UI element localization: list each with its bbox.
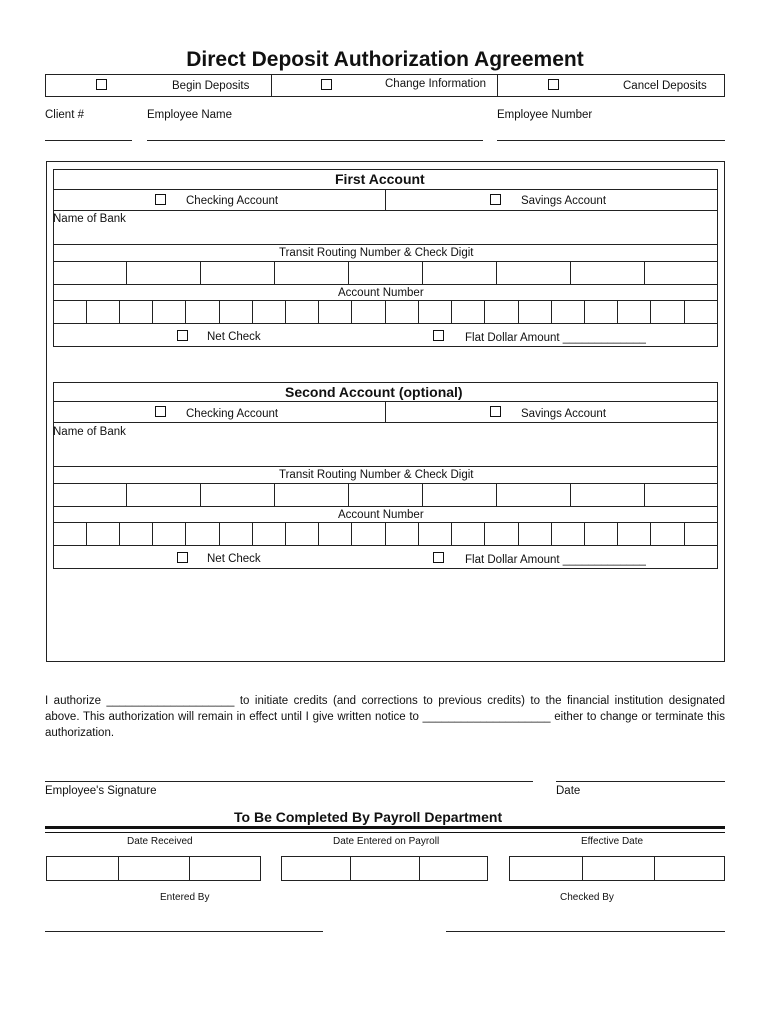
second-net-check-checkbox[interactable] — [177, 552, 188, 563]
change-information-label: Change Information — [385, 78, 487, 90]
first-bank-name-field[interactable] — [53, 211, 718, 244]
entered-by-label: Entered By — [160, 892, 210, 903]
checked-by-field[interactable] — [446, 931, 725, 932]
signature-date-field[interactable] — [556, 781, 725, 782]
first-flat-dollar-label[interactable]: Flat Dollar Amount _____________ — [465, 332, 646, 344]
second-routing-label: Transit Routing Number & Check Digit — [279, 469, 474, 481]
second-account-rule-5 — [53, 506, 718, 507]
form-title: Direct Deposit Authorization Agreement — [186, 48, 584, 71]
second-bank-name-field[interactable] — [53, 423, 718, 466]
first-checking-label: Checking Account — [186, 195, 279, 207]
first-checking-checkbox[interactable] — [155, 194, 166, 205]
first-account-number-label: Account Number — [338, 287, 424, 299]
action-divider-1 — [271, 74, 272, 97]
second-flat-dollar-label[interactable]: Flat Dollar Amount _____________ — [465, 554, 646, 566]
second-account-rule-3 — [53, 466, 718, 467]
second-flat-dollar-checkbox[interactable] — [433, 552, 444, 563]
employee-signature-label: Employee's Signature — [45, 785, 157, 797]
action-divider-2 — [497, 74, 498, 97]
cancel-deposits-label: Cancel Deposits — [623, 80, 707, 92]
employee-number-label: Employee Number — [497, 109, 593, 121]
employee-name-field[interactable] — [147, 140, 483, 141]
effective-date-label: Effective Date — [581, 836, 644, 847]
date-entered-boxes[interactable] — [281, 856, 488, 881]
second-routing-cells[interactable] — [53, 484, 718, 506]
first-account-rule-3 — [53, 244, 718, 245]
change-information-checkbox[interactable] — [321, 79, 332, 90]
payroll-rule-thin — [45, 832, 725, 833]
date-received-boxes[interactable] — [46, 856, 261, 881]
signature-date-label: Date — [556, 785, 581, 797]
effective-date-boxes[interactable] — [509, 856, 725, 881]
second-checking-label: Checking Account — [186, 408, 279, 420]
second-checking-checkbox[interactable] — [155, 406, 166, 417]
second-savings-checkbox[interactable] — [490, 406, 501, 417]
first-net-check-label: Net Check — [207, 331, 261, 343]
employee-signature-field[interactable] — [45, 781, 533, 782]
authorization-text: I authorize ____________________ to initiate credits (and corrections to previous credits) to the financial institution designated above. This authorization will remain in effect until I give written notice to ____________________ either to change or terminate this authorization. — [45, 695, 725, 739]
begin-deposits-checkbox[interactable] — [96, 79, 107, 90]
first-net-check-checkbox[interactable] — [177, 330, 188, 341]
first-savings-label: Savings Account — [521, 195, 607, 207]
second-account-number-label: Account Number — [338, 509, 424, 521]
first-account-rule-7 — [53, 323, 718, 324]
first-account-type-divider — [385, 190, 386, 211]
cancel-deposits-checkbox[interactable] — [548, 79, 559, 90]
second-savings-label: Savings Account — [521, 408, 607, 420]
first-routing-label: Transit Routing Number & Check Digit — [279, 247, 474, 259]
second-account-type-divider — [385, 402, 386, 423]
begin-deposits-label: Begin Deposits — [172, 80, 250, 92]
first-account-title: First Account — [335, 171, 425, 187]
first-flat-dollar-checkbox[interactable] — [433, 330, 444, 341]
first-bank-name-label: Name of Bank — [53, 213, 126, 225]
date-entered-label: Date Entered on Payroll — [333, 836, 440, 847]
second-account-title: Second Account (optional) — [285, 384, 463, 400]
first-routing-cells[interactable] — [53, 262, 718, 285]
first-account-rule-5 — [53, 284, 718, 285]
first-savings-checkbox[interactable] — [490, 194, 501, 205]
checked-by-label: Checked By — [560, 892, 614, 903]
second-account-rule-7 — [53, 545, 718, 546]
employee-name-label: Employee Name — [147, 109, 233, 121]
payroll-title: To Be Completed By Payroll Department — [234, 809, 503, 825]
payroll-rule-thick — [45, 826, 725, 829]
client-number-label: Client # — [45, 109, 84, 121]
second-account-number-cells[interactable] — [53, 523, 718, 546]
client-number-field[interactable] — [45, 140, 132, 141]
second-bank-name-label: Name of Bank — [53, 426, 126, 438]
entered-by-field[interactable] — [45, 931, 323, 932]
second-net-check-label: Net Check — [207, 553, 261, 565]
employee-number-field[interactable] — [497, 140, 725, 141]
first-account-number-cells[interactable] — [53, 301, 718, 324]
date-received-label: Date Received — [127, 836, 193, 847]
